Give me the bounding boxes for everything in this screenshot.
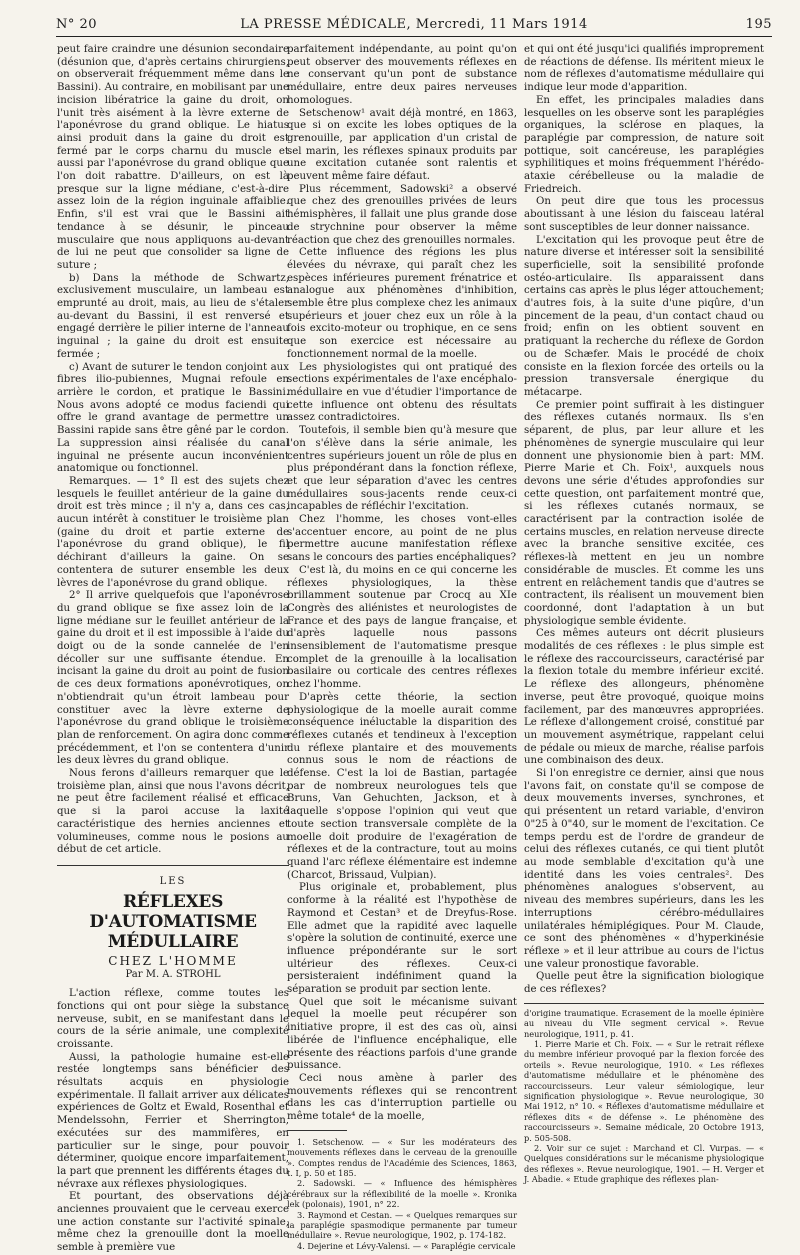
paragraph: Quelle peut être la signification biologique de ces réflexes?: [524, 971, 764, 996]
footnote: 2. Voir sur ce sujet : Marchand et Cl. Vurpas. — « Quelques considérations sur le mécanisme physiologique des réflexes ». Revue neurologique, 1901. — H. Verger et J. Abadie. « Etude graphique des réflexes plan-: [524, 1143, 764, 1185]
paragraph: L'excitation qui les provoque peut être de nature diverse et intéresser soit la sensibilité superficielle, soit la sensibilité profonde ostéo-articulaire. Ils apparaissent dans certains cas après le plus léger attouchement; d'autres fois, à la suite d'une piqûre, d'un pincement de la peau, d'un contact chaud ou froid; enfin on les obtient souvent en pratiquant la recherche du réflexe de Gordon ou de Schæfer. Mais le procédé de choix consiste en la flexion forcée des orteils ou la pression transversale énergique du métacarpe.: [524, 234, 764, 398]
paragraph: Ceci nous amène à parler des mouvements réflexes qui se rencontrent dans les cas d'interruption partielle ou même totale⁴ de la moelle,: [287, 1072, 517, 1123]
paragraph: Cette influence des régions les plus élevées du névraxe, qui paraît chez les espèces inférieures purement frénatrice et analogue aux phénomènes d'inhibition, semble être plus complexe chez les animaux supérieurs et jouer chez eux un rôle à la fois excito-moteur ou trophique, en ce sens que son exercice est nécessaire au fonctionnement normal de la moelle.: [287, 247, 517, 360]
article-heading: [57, 876, 289, 982]
paragraph: Setschenow¹ avait déjà montré, en 1863, que si on excite les lobes optiques de la grenouille, par application d'un cristal de sel marin, les réflexes spinaux produits par une excitation cutanée sont ralentis et peuvent même faire défaut.: [287, 107, 517, 183]
column-2: [287, 44, 517, 1251]
issue-number: N° 20: [56, 17, 98, 32]
paragraph: Quel que soit le mécanisme suivant lequel la moelle peut récupérer son initiative propre, il est des cas où, ainsi libérée de l'influence encéphalique, elle présente des réactions parfois d'une grande puissance.: [287, 996, 517, 1072]
paragraph: Plus récemment, Sadowski² a observé que chez des grenouilles privées de leurs hémisphères, il fallait une plus grande dose de strychnine pour observer la même réaction que chez des grenouilles normales.: [287, 183, 517, 246]
paragraph: peut faire craindre une désunion secondaire (désunion que, d'après certains chirurgiens, on observerait fréquemment même dans le Bassini). Au contraire, en mobilisant par une incision libératrice la gaine du droit, on l'unit très aisément à la lèvre externe de l'aponévrose du grand oblique. Le hiatus ainsi produit dans la gaine du droit est fermé par le corps charnu du muscle et aussi par l'aponévrose du grand oblique que l'on doit rabattre. D'ailleurs, on est là presque sur la ligne médiane, c'est-à-dire assez loin de la région inguinale affaiblie. Enfin, s'il est vrai que le Bassini ait tendance à se désunir, le pinceau musculaire que nous appliquons au-devant de lui ne peut que consolider sa ligne de suture ;: [57, 44, 289, 271]
paragraph: C'est là, du moins en ce qui concerne les réflexes physiologiques, la thèse brillamment soutenue par Crocq au XIe Congrès des aliénistes et neurologistes de France et des pays de langue française, et d'après laquelle nous passons insensiblement de l'automatisme presque complet de la grenouille à la localisation basilaire ou corticale des centres réflexes chez l'homme.: [287, 564, 517, 691]
paragraph: Nous ferons d'ailleurs remarquer que le troisième plan, ainsi que nous l'avons décrit, ne peut être facilement réalisé et efficace que si la paroi accuse la laxité caractéristique des hernies anciennes et volumineuses, comme nous le posions au début de cet article.: [57, 768, 289, 856]
paragraph: Et pourtant, des observations déjà anciennes prouvaient que le cerveau exerce une action constante sur l'activité spinale, même chez la grenouille dont la moelle semble à première vue: [57, 1191, 289, 1254]
footnote: d'origine traumatique. Ecrasement de la moelle épinière au niveau du VIIe segment cervical ». Revue neurologique, 1911, p. 41.: [524, 1007, 764, 1039]
paragraph: L'action réflexe, comme toutes les fonctions qui ont pour siège la substance nerveuse, subit, en se manifestant dans le cours de la série animale, une complexité croissante.: [57, 988, 289, 1050]
footnote: 2. Sadowski. — « Influence des hémisphères cérébraux sur la réflexibilité de la moelle ». Kronika lek (polonais), 1901, n° 22.: [287, 1178, 517, 1210]
paragraph: Plus originale et, probablement, plus conforme à la réalité est l'hypothèse de Raymond et Cestan³ et de Dreyfus-Rose. Elle admet que la rapidité avec laquelle s'opère la solution de continuité, exerce une influence prépondérante sur le sort ultérieur des réflexes. Ceux-ci persisteraient indéfiniment quand la séparation se produit par section lente.: [287, 882, 517, 996]
paragraph: b) Dans la méthode de Schwartz, exclusivement musculaire, un lambeau est emprunté au droit, mais, au lieu de s'étaler au-devant du Bassini, il est renversé et engagé derrière le pilier interne de l'anneau inguinal ; la gaine du droit est ensuite fermée ;: [57, 272, 289, 360]
footnotes: [287, 1137, 517, 1251]
paragraph: Aussi, la pathologie humaine est-elle restée longtemps sans bénéficier des résultats acquis en physiologie expérimentale. Il fallait arriver aux délicates expériences de Goltz et Ewald, Rosenthal et Mendelssohn, Ferrier et Sherrington, exécutées sur des mammifères, en particulier sur le singe, pour pouvoir déterminer, quoique encore imparfaitement, la part que prennent les différents étages du névraxe aux réflexes physiologiques.: [57, 1051, 289, 1190]
article-subtitle: CHEZ L'HOMME: [108, 953, 238, 968]
footnote: 1. Pierre Marie et Ch. Foix. — « Sur le retrait réflexe du membre inférieur provoqué par la flexion forcée des orteils ». Revue neurologique, 1910. « Les réflexes d'automatisme médullaire et le phénomène des raccourcisseurs. Leur valeur sémiologique, leur signification physiologique ». Revue neurologique, 30 Mai 1912, n° 10. « Réflexes d'automatisme médullaire et réflexes dits « de défense ». Le phénomène des raccourcisseurs ». Semaine médicale, 20 Octobre 1913, p. 505-508.: [524, 1038, 764, 1143]
column-1: [57, 44, 289, 1254]
paragraph: Chez l'homme, les choses vont-elles s'accentuer encore, au point de ne plus permettre aucune manifestation réflexe sans le concours des parties encéphaliques?: [287, 514, 517, 564]
footnotes: [524, 1008, 764, 1185]
article-kicker: LES: [159, 876, 187, 887]
paragraph: Si l'on enregistre ce dernier, ainsi que nous l'avons fait, on constate qu'il se compose de deux mouvements inverses, synchrones, et qui présentent un retard variable, d'environ 0"25 à 0"40, sur le moment de l'excitation. Ce temps perdu est de l'ordre de grandeur de celui des réflexes cutanés, ce qui tient plutôt au mode semblable d'excitation qu'à une identité dans les voies centrales². Des phénomènes analogues s'observent, au niveau des membres supérieurs, dans les les interruptions cérébro-médullaires unilatérales hémiplégiques. Pour M. Claude, ce sont des phénomènes « d'hyperkinésie réflexe » et il leur attribue au cours de l'ictus une valeur pronostique favorable.: [524, 768, 764, 970]
paragraph: On peut dire que tous les processus aboutissant à une lésion du faisceau latéral sont susceptibles de leur donner naissance.: [524, 196, 764, 233]
paragraph: c) Avant de suturer le tendon conjoint aux fibres ilio-pubiennes, Mugnai refoule en arrière le cordon, et pratique le Bassini. Nous avons adopté ce modus faciendi qui offre le grand avantage de permettre un Bassini rapide sans être gêné par le cordon. La suppression ainsi réalisée du canal inguinal ne présente aucun inconvénient anatomique ou fonctionnel.: [57, 361, 289, 475]
article-author: Par M. A. STROHL: [125, 969, 221, 981]
paragraph: et qui ont été jusqu'ici qualifiés improprement de réactions de défense. Ils méritent mieux le nom de réflexes d'automatisme médullaire qui indique leur mode d'apparition.: [524, 44, 764, 94]
footnote-separator: [287, 1130, 347, 1131]
masthead-title: LA PRESSE MÉDICALE, Mercredi, 11 Mars 1914: [240, 17, 588, 32]
footnote: 4. Dejerine et Lévy-Valensi. — « Paraplégie cervicale: [297, 1240, 516, 1251]
paragraph: Ce premier point suffirait à les distinguer des réflexes cutanés normaux. Ils s'en séparent, de plus, par leur allure et les phénomènes de synergie musculaire qui leur donnent une physionomie bien à part: MM. Pierre Marie et Ch. Foix¹, auxquels nous devons une série d'études approfondies sur cette question, ont parfaitement montré que, si les réflexes cutanés normaux, se caractérisent par la contraction isolée de certains muscles, en relation nerveuse directe avec la branche sensitive excitée, ces réflexes-là mettent en jeu un nombre considérable de muscles. Et comme les uns entrent en relâchement tandis que d'autres se contractent, ils réalisent un mouvement bien coordonné, dont l'adaptation à un but physiologique semble évidente.: [524, 399, 764, 627]
paragraph: Les physiologistes qui ont pratiqué des sections expérimentales de l'axe encéphalo-médullaire en vue d'étudier l'importance de cette influence ont obtenu des résultats assez contradictoires.: [287, 361, 517, 424]
paragraph: D'après cette théorie, la section physiologique de la moelle aurait comme conséquence inéluctable la disparition des réflexes cutanés et tendineux à l'exception du réflexe plantaire et des mouvements connus sous le nom de réactions de défense. C'est la loi de Bastian, partagée par de nombreux neurologues tels que Bruns, Van Gehuchten, Jackson, et à laquelle s'oppose l'opinion qui veut que toute section transversale complète de la moelle doit produire de l'exagération de réflexes et de la contracture, tout au moins quand l'arc réflexe élémentaire est indemne (Charcot, Brissaud, Vulpian).: [287, 691, 517, 881]
paragraph: Remarques. — 1° Il est des sujets chez lesquels le feuillet antérieur de la gaine du droit est très mince ; il n'y a, dans ces cas, aucun intérêt à constituer le troisième plan (gaine du droit et partie externe de l'aponévrose du grand oblique), le fil déchirant d'ailleurs la gaine. On se contentera de suturer ensemble les deux lèvres de l'aponévrose du grand oblique.: [57, 475, 289, 589]
page-number: 195: [745, 17, 772, 32]
article-title: RÉFLEXES D'AUTOMATISME MÉDULLAIRE: [89, 891, 257, 952]
section-divider: [57, 865, 289, 866]
paragraph: En effet, les principales maladies dans lesquelles on les observe sont les paraplégies organiques, la sclérose en plaques, la paraplégie par compression, de nature soit pottique, soit cancéreuse, les paraplégies syphilitiques et moins fréquemment l'hérédo-ataxie cérébelleuse ou la maladie de Friedreich.: [524, 94, 764, 195]
paragraph: parfaitement indépendante, au point qu'on peut observer des mouvements réflexes en ne conservant qu'un pont de substance médullaire, entre deux paires nerveuses homologues.: [287, 44, 517, 106]
page-header: [56, 12, 772, 37]
paragraph: Toutefois, il semble bien qu'à mesure que l'on s'élève dans la série animale, les centres supérieurs jouent un rôle de plus en plus prépondérant dans la fonction réflexe, et que leur séparation d'avec les centres médullaires sous-jacents rende ceux-ci incapables de réfléchir l'excitation.: [287, 425, 517, 513]
column-3: [524, 44, 764, 1185]
paragraph: 2° Il arrive quelquefois que l'aponévrose du grand oblique se fixe assez loin de la ligne médiane sur le feuillet antérieur de la gaine du droit et il est impossible à l'aide du doigt ou de la sonde cannelée de l'en décoller sur une suffisante étendue. En incisant la gaine du droit au point de fusion de ces deux formations aponévrotiques, on n'obtiendrait qu'un étroit lambeau pour constituer avec la lèvre externe de l'aponévrose du grand oblique le troisième plan de renforcement. On agira donc comme précédemment, et l'on se contentera d'unir les deux lèvres du grand oblique.: [57, 590, 289, 767]
footnote: 3. Raymond et Cestan. — « Quelques remarques sur la paraplégie spasmodique permanente par tumeur médullaire ». Revue neurologique, 1902, p. 174-182.: [287, 1209, 517, 1241]
footnote-separator: [524, 1003, 764, 1004]
paragraph: Ces mêmes auteurs ont décrit plusieurs modalités de ces réflexes : le plus simple est le réflexe des raccourcisseurs, caractérisé par la flexion totale du membre inférieur excité. Le réflexe des allongeurs, phénomène inverse, peut être provoqué, quoique moins facilement, par des manœuvres appropriées. Le réflexe d'allongement croisé, constitué par un mouvement asymétrique, rappelant celui de pédale ou mieux de marche, réalise parfois une combinaison des deux.: [524, 628, 764, 767]
footnote: 1. Setschenow. — « Sur les modérateurs des mouvements réflexes dans le cerveau de la grenouille ». Comptes rendus de l'Académie des Sciences, 1863, t. I, p. 50 et 185.: [287, 1136, 517, 1178]
